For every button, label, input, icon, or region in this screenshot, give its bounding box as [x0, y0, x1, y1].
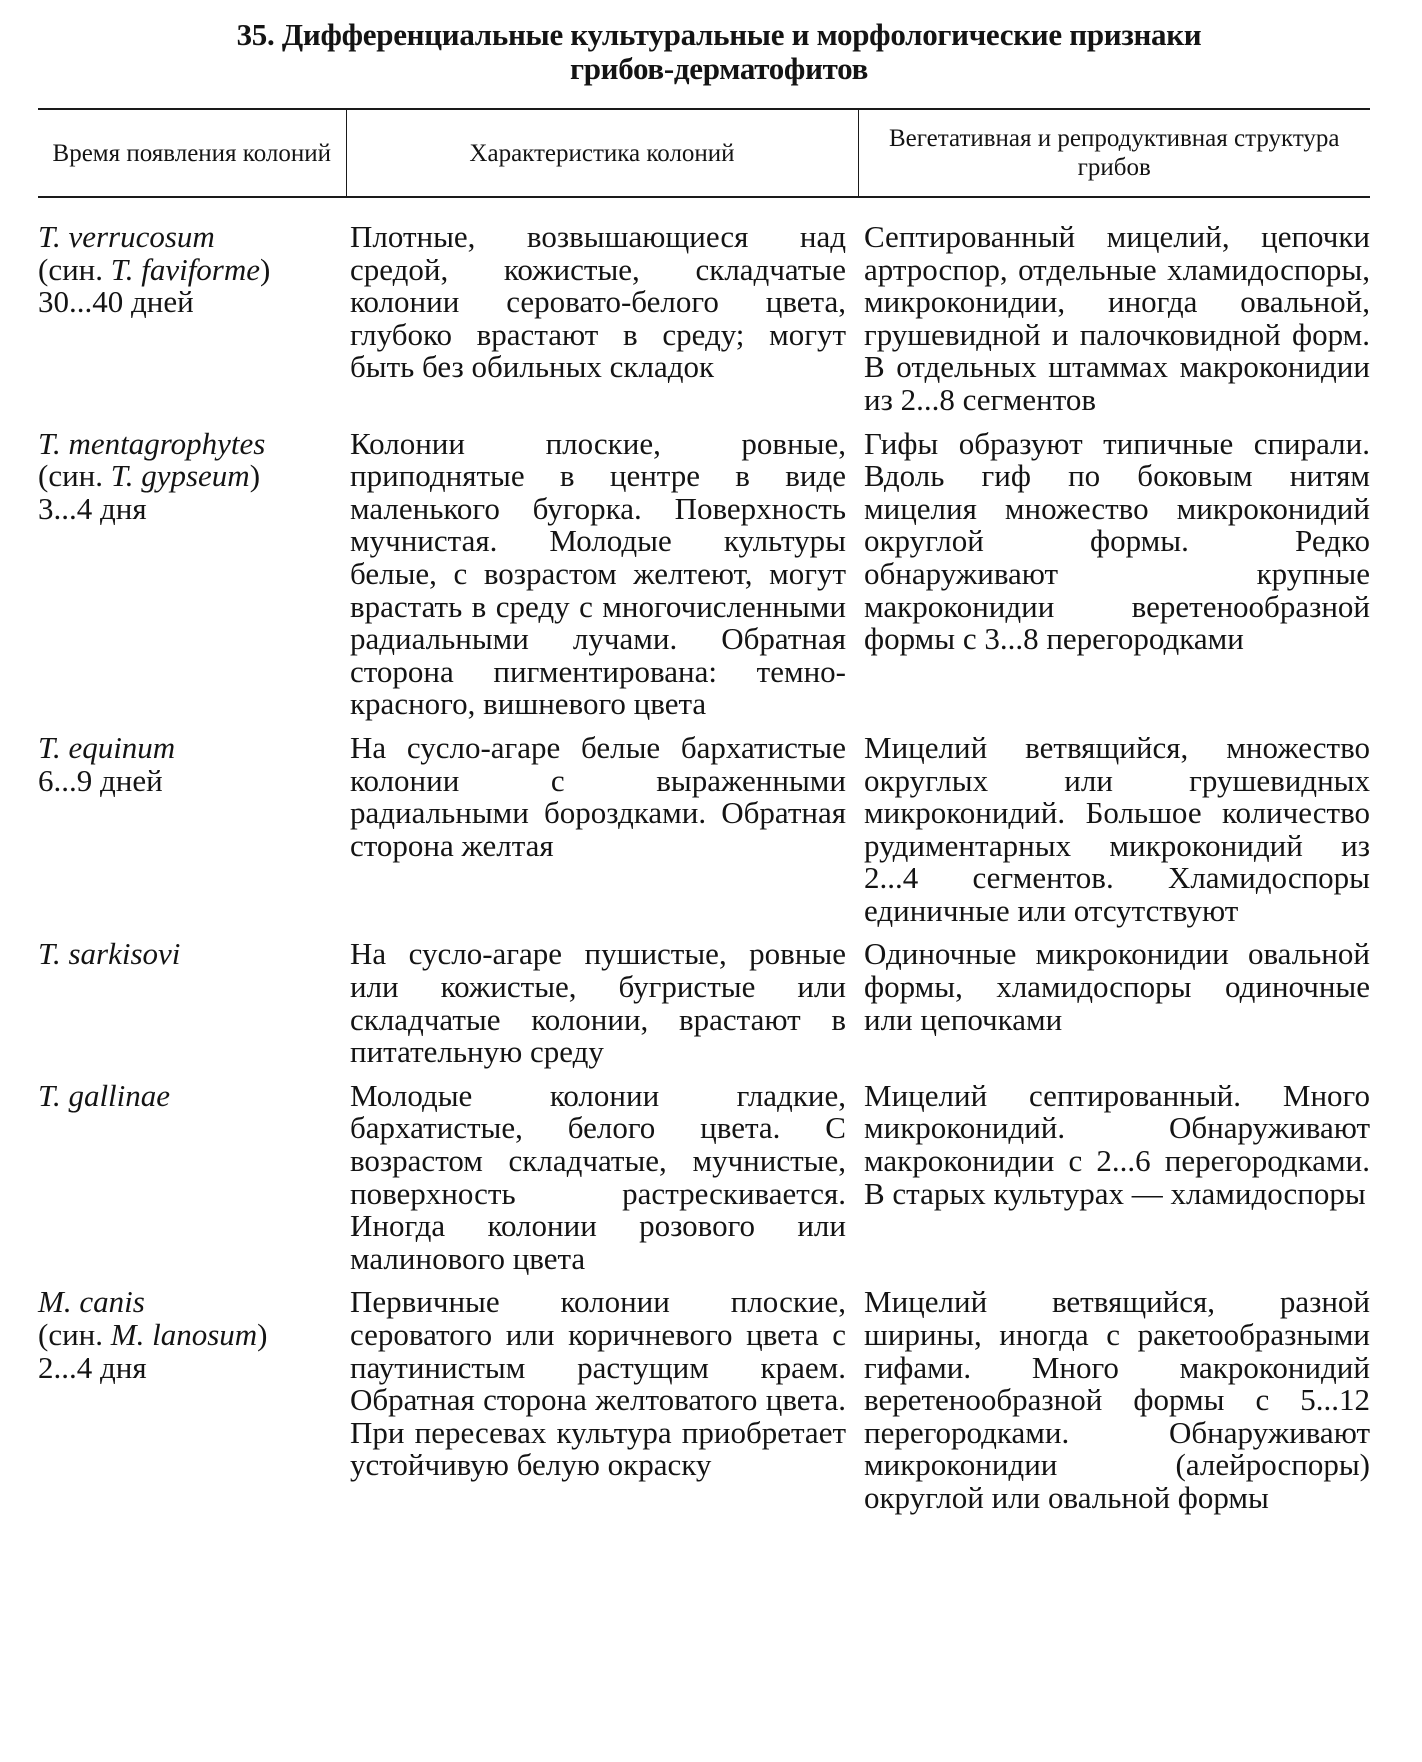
species-name: T. verrucosum: [38, 219, 215, 254]
header-time: Время появления колоний: [38, 110, 346, 197]
synonym-prefix: (син.: [38, 1317, 111, 1352]
table-title: [38, 18, 1370, 86]
synonym-prefix: (син.: [38, 251, 111, 287]
synonym-prefix: (син.: [38, 458, 111, 494]
species-synonym: [38, 460, 338, 493]
table-row: [38, 938, 1370, 1079]
species-cell: [38, 425, 346, 732]
header-colony: Характеристика колоний: [346, 110, 858, 197]
header-structure: Вегетативная и репродуктивная структура грибов: [858, 110, 1370, 197]
species-name: M. canis: [38, 1284, 145, 1320]
synonym-suffix: ): [260, 251, 271, 287]
colony-appearance-time: 2...4 дня: [38, 1349, 147, 1385]
table-title-line-2: грибов-дерматофитов: [569, 51, 869, 86]
colony-appearance-time: 3...4 дня: [38, 490, 147, 526]
species-name: T. equinum: [38, 729, 176, 765]
document-page: [38, 18, 1370, 1526]
synonym-name: M. lanosum: [110, 1317, 258, 1352]
fungal-structure: Гифы образуют типичные спирали. Вдоль гиф по боковым нитям мицелия множество микроконидий округлой формы. Редко обнаруживают крупные макроконидии веретенообразной формы с 3...8 перегородками: [864, 425, 1370, 657]
species-cell: [38, 1286, 346, 1525]
species-name: T. mentagrophytes: [38, 425, 266, 461]
colony-appearance-time: 6...9 дней: [38, 762, 163, 798]
colony-characteristics: Первичные колонии плоские, сероватого или коричневого цвета с паутинистым растущим краем. Обратная сторона желтоватого цвета. При пересевах культура приобретает устойчивую белую окраску: [350, 1284, 846, 1483]
species-cell: [38, 1077, 346, 1287]
table-row: [38, 428, 1370, 732]
header-row: [38, 110, 1370, 197]
species-synonym: [38, 251, 338, 287]
colony-characteristics: Плотные, возвышающиеся над средой, кожистые, складчатые колонии серовато-белого цвета, глубоко врастают в среду; могут быть без обильных складок: [350, 219, 846, 385]
table-row: [38, 1286, 1370, 1525]
fungal-structure: Мицелий септированный. Много микроконидий. Обнаруживают макроконидии с 2...6 перегородками. В старых культурах — хламидоспоры: [864, 1077, 1370, 1211]
fungal-structure: Септированный мицелий, цепочки артроспор, отдельные хламидоспоры, микроконидии, иногда овальной, грушевидной и палочковидной форм. В отдельных штаммах макроконидии из 2...8 сегментов: [864, 219, 1370, 417]
colony-characteristics: На сусло-агаре белые бархатистые колонии с выраженными радиальными бороздками. Обратная сторона желтая: [350, 729, 846, 863]
synonym-suffix: ): [249, 458, 261, 494]
colony-characteristics: Молодые колонии гладкие, бархатистые, белого цвета. С возрастом складчатые, мучнистые, поверхность растрескивается. Иногда колонии розового или малинового цвета: [350, 1077, 846, 1276]
fungal-structure: Мицелий ветвящийся, множество округлых или грушевидных микроконидий. Большое количество рудиментарных микроконидий из 2...4 сегментов. Хламидоспоры единичные или отсутствуют: [864, 729, 1370, 928]
species-cell: [38, 938, 346, 1079]
table-row: [38, 197, 1370, 428]
colony-characteristics: Колонии плоские, ровные, приподнятые в центре в виде маленького бугорка. Поверхность мучнистая. Молодые культуры белые, с возрастом желтеют, могут врастать в среду с многочисленными радиальными лучами. Обратная сторона пигментирована: темно-красного, вишневого цвета: [350, 425, 846, 722]
species-synonym: [38, 1319, 338, 1352]
species-name: T. sarkisovi: [38, 936, 181, 972]
synonym-name: T. gypseum: [110, 458, 250, 494]
fungal-structure: Одиночные микроконидии овальной формы, хламидоспоры одиночные или цепочками: [864, 936, 1370, 1037]
dermatophyte-table: [38, 110, 1370, 1526]
synonym-name: T. faviforme: [110, 251, 261, 287]
table-row: [38, 732, 1370, 939]
species-name: T. gallinae: [38, 1077, 171, 1113]
table-row: [38, 1080, 1370, 1287]
table-title-line-1: 35. Дифференциальные культуральные и морфологические признаки: [236, 17, 1202, 52]
synonym-suffix: ): [257, 1317, 268, 1352]
colony-appearance-time: 30...40 дней: [38, 284, 194, 320]
fungal-structure: Мицелий ветвящийся, разной ширины, иногда с ракетообразными гифами. Много макроконидий веретенообразной формы с 5...12 перегородками. Обнаруживают микроконидии (алейроспоры) округлой или овальной формы: [864, 1284, 1370, 1515]
species-cell: [38, 197, 346, 428]
colony-characteristics: На сусло-агаре пушистые, ровные или кожистые, бугристые или складчатые колонии, врастают в питательную среду: [350, 936, 846, 1070]
species-cell: [38, 729, 346, 939]
